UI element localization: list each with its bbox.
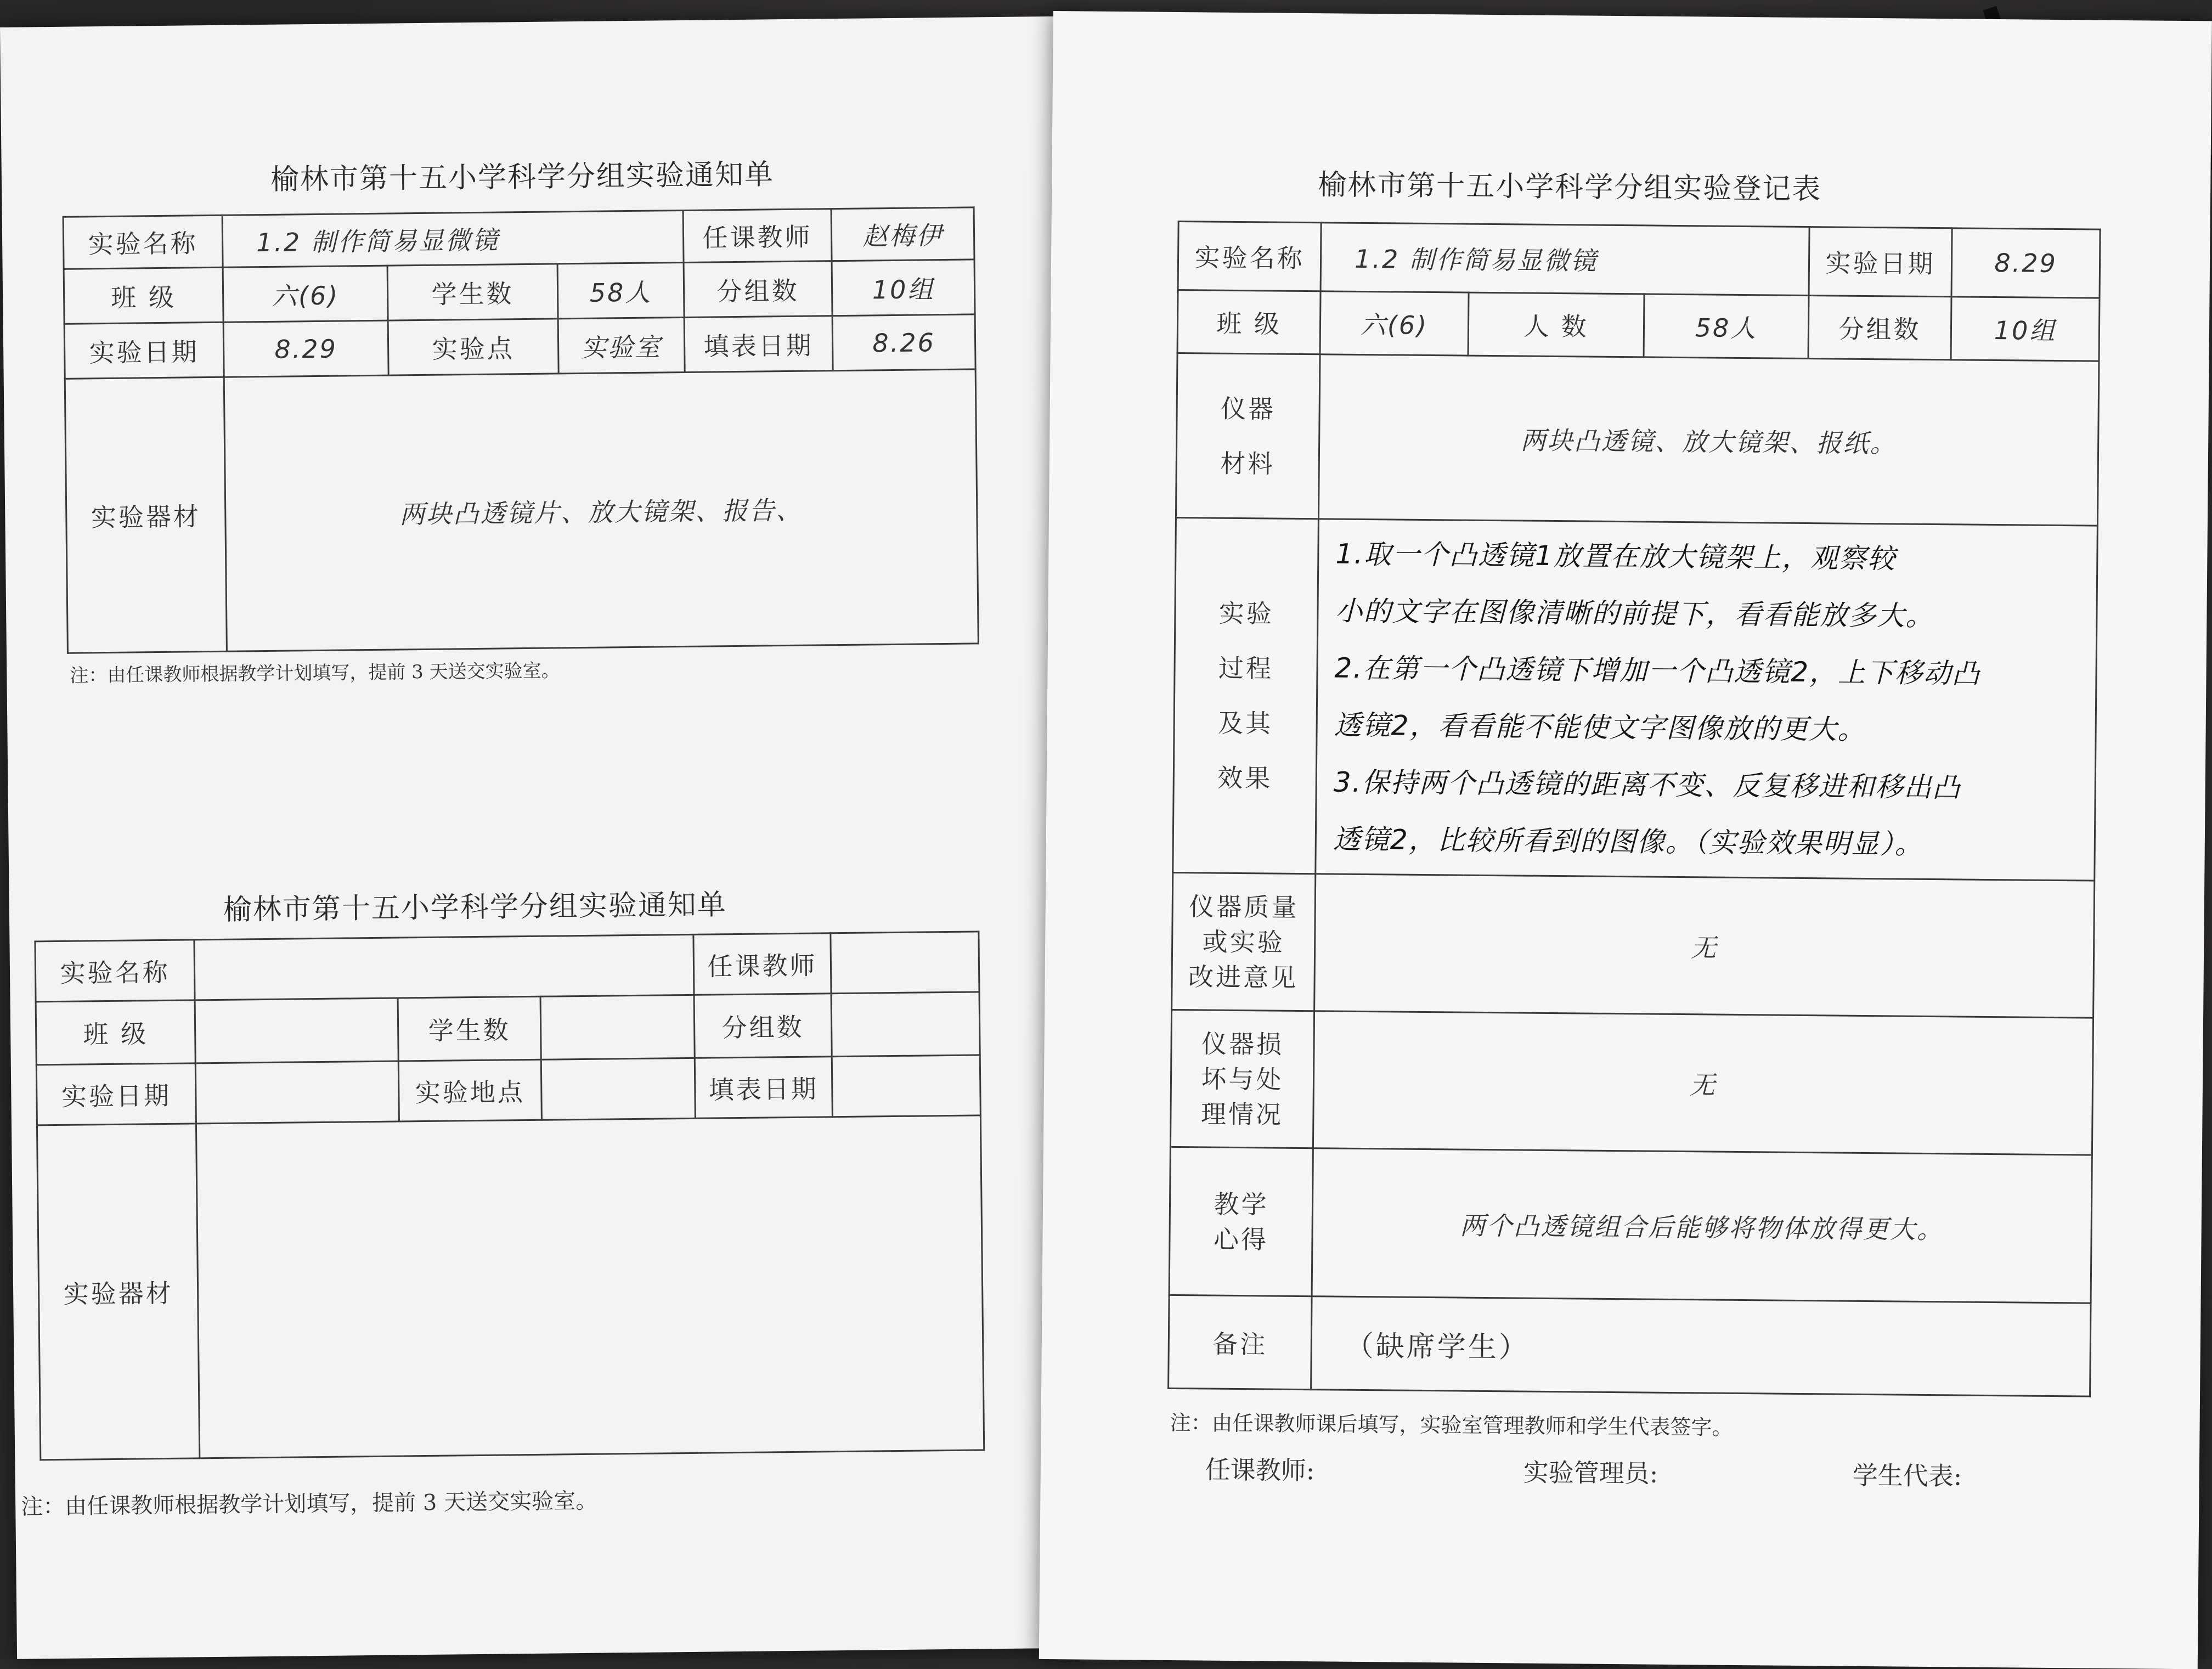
register-label-quality-2: 或实验 [1202, 926, 1285, 957]
form2-label-equipment: 实验器材 [37, 1124, 199, 1460]
form1-label-students: 学生数 [387, 264, 558, 320]
form1-label-groups: 分组数 [684, 261, 832, 318]
form2-value-date [195, 1061, 399, 1124]
form2-value-location [541, 1058, 695, 1120]
form2-note: 注：由任课教师根据教学计划填写，提前 3 天送交实验室。 [21, 1488, 598, 1520]
register-label-instruments [1176, 353, 1320, 518]
register-value-class: 六(6) [1320, 291, 1469, 356]
form1-value-fill-date: 8.26 [832, 314, 975, 371]
register-value-quality: 无 [1314, 874, 2095, 1018]
form1-table [63, 206, 979, 653]
register-label-damage [1170, 1010, 1314, 1148]
register-label-damage-2: 坏与处 [1201, 1063, 1284, 1095]
register-label-name: 实验名称 [1178, 222, 1321, 291]
form1-value-class: 六(6) [223, 266, 388, 322]
form1-value-date: 8.29 [223, 320, 388, 377]
form1-value-students: 58人 [557, 262, 684, 318]
register-label-class: 班 级 [1177, 290, 1321, 354]
form2-value-fill-date [832, 1055, 980, 1117]
register-label-quality-3: 改进意见 [1188, 961, 1299, 993]
register-value-date: 8.29 [1951, 228, 2100, 298]
form2-value-teacher [831, 932, 979, 994]
register-value-instruments: 两块凸透镜、放大镜架、报纸。 [1318, 354, 2099, 526]
register-label-people: 人 数 [1468, 292, 1644, 357]
process-line: 小的文字在图像清晰的前提下，看看能放多大。 [1335, 595, 1934, 633]
register-label-instruments-1: 仪器 [1220, 393, 1276, 424]
form1-note: 注：由任课教师根据教学计划填写，提前 3 天送交实验室。 [70, 659, 560, 687]
process-line: 2.在第一个凸透镜下增加一个凸透镜2，上下移动凸 [1334, 652, 1981, 690]
register-label-process-1: 实验 [1218, 598, 1274, 629]
form2-label-teacher: 任课教师 [693, 933, 831, 995]
signature-student-rep: 学生代表: [1852, 1460, 1962, 1491]
register-value-reflection: 两个凸透镜组合后能够将物体放得更大。 [1312, 1148, 2092, 1303]
register-label-remarks: 备注 [1169, 1295, 1312, 1389]
form2-label-students: 学生数 [398, 996, 541, 1061]
register-label-quality-1: 仪器质量 [1189, 891, 1299, 922]
process-line: 1.取一个凸透镜1放置在放大镜架上，观察较 [1335, 538, 1897, 575]
register-label-process-3: 及其 [1217, 708, 1273, 738]
register-table [1167, 221, 2101, 1397]
signature-teacher: 任课教师: [1205, 1454, 1315, 1486]
form2-title: 榆林市第十五小学科学分组实验通知单 [223, 888, 727, 927]
form1-label-name: 实验名称 [63, 215, 223, 269]
form1-label-location: 实验点 [388, 319, 558, 375]
form2-label-fill-date: 填表日期 [695, 1057, 832, 1119]
register-title: 榆林市第十五小学科学分组实验登记表 [1317, 168, 1822, 206]
form2-value-name [194, 934, 694, 1000]
register-label-groups: 分组数 [1808, 296, 1951, 360]
notice-sheet [0, 16, 1087, 1659]
register-value-groups: 10组 [1951, 297, 2100, 361]
process-line: 3.保持两个凸透镜的距离不变、反复移进和移出凸 [1333, 766, 1961, 804]
register-label-quality [1172, 872, 1316, 1011]
form1-value-name: 1.2 制作简易显微镜 [222, 210, 684, 267]
register-value-process [1316, 519, 2098, 881]
form1-label-teacher: 任课教师 [683, 209, 832, 263]
form2-value-class [195, 998, 398, 1063]
form1-label-class: 班 级 [64, 267, 223, 324]
register-label-reflection-1: 教学 [1214, 1189, 1269, 1220]
process-line: 透镜2，看看能不能使文字图像放的更大。 [1334, 709, 1866, 746]
form2-label-date: 实验日期 [36, 1063, 196, 1125]
register-label-damage-3: 理情况 [1200, 1098, 1284, 1130]
form1-label-fill-date: 填表日期 [684, 316, 833, 373]
form1-title: 榆林市第十五小学科学分组实验通知单 [270, 158, 775, 196]
form2-label-location: 实验地点 [398, 1059, 541, 1121]
signature-lab-manager: 实验管理员: [1523, 1457, 1658, 1488]
register-label-process-4: 效果 [1217, 763, 1273, 793]
form2-label-name: 实验名称 [35, 940, 195, 1002]
register-value-remarks: （缺席学生） [1311, 1296, 2091, 1396]
form1-value-teacher: 赵梅伊 [831, 207, 974, 261]
form2-value-students [540, 995, 695, 1059]
register-label-process [1173, 517, 1319, 873]
register-label-reflection [1169, 1147, 1313, 1296]
form2-label-groups: 分组数 [694, 994, 832, 1058]
register-label-reflection-2: 心得 [1213, 1224, 1269, 1255]
process-line: 透镜2，比较所看到的图像。（实验效果明显）。 [1333, 823, 1923, 860]
form1-value-location: 实验室 [558, 317, 685, 373]
register-value-people: 58人 [1644, 294, 1809, 359]
form2-label-class: 班 级 [36, 1000, 195, 1065]
register-note: 注：由任课教师课后填写，实验室管理教师和学生代表签字。 [1170, 1410, 1733, 1440]
form2-table [34, 931, 985, 1461]
register-label-date: 实验日期 [1809, 227, 1952, 297]
form1-label-date: 实验日期 [64, 322, 224, 379]
register-value-damage: 无 [1313, 1011, 2093, 1155]
form2-value-equipment [196, 1115, 984, 1458]
form2-value-groups [831, 992, 980, 1057]
register-label-instruments-2: 材料 [1220, 448, 1276, 479]
register-label-damage-1: 仪器损 [1201, 1028, 1284, 1059]
register-label-process-2: 过程 [1218, 653, 1274, 684]
form1-value-equipment: 两块凸透镜片、放大镜架、报告、 [224, 369, 978, 651]
register-value-name: 1.2 制作简易显微镜 [1321, 223, 1809, 296]
form1-label-equipment: 实验器材 [65, 377, 227, 653]
form1-value-groups: 10组 [832, 260, 975, 316]
register-sheet [1039, 11, 2212, 1669]
